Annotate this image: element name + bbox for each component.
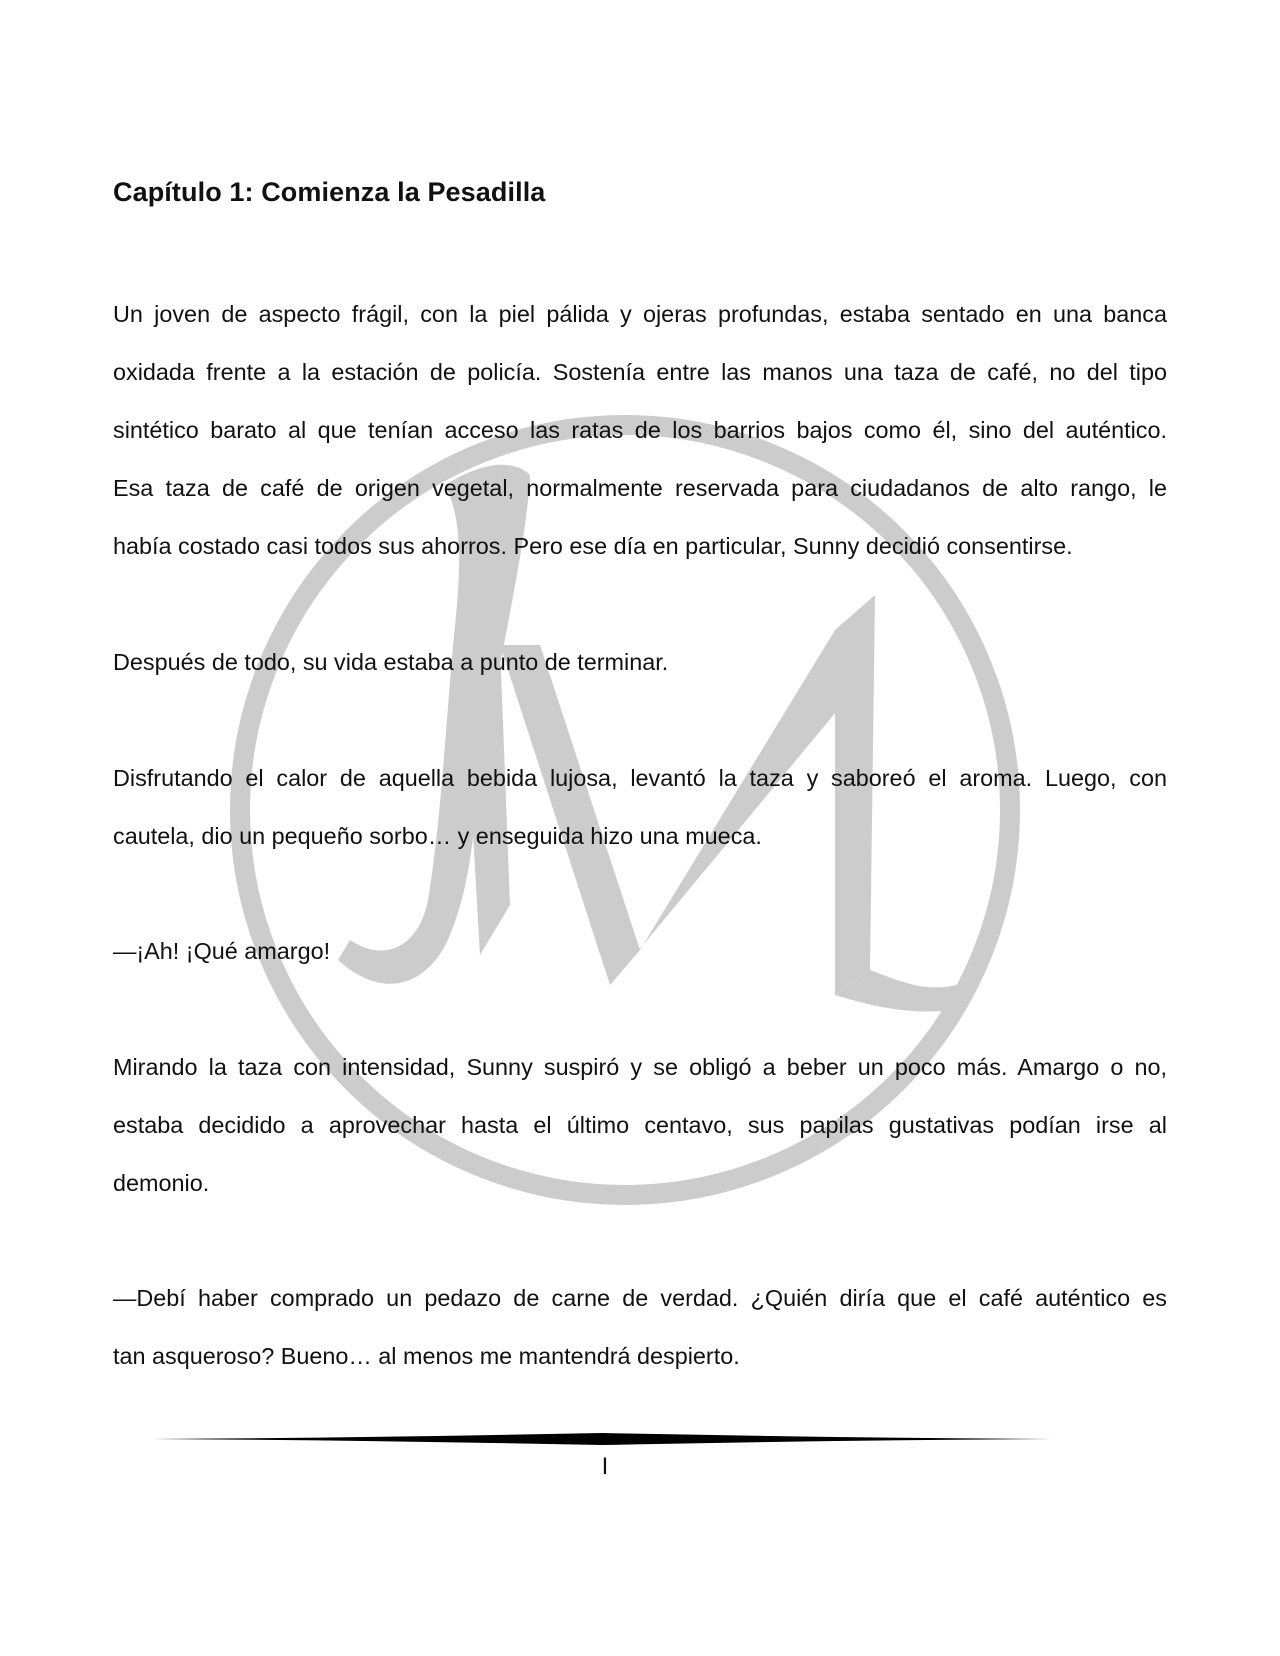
text-line: Esa taza de café de origen vegetal, normalmente reservada para ciudadanos de alto rango, le: [113, 475, 1167, 501]
text-line: cautela, dio un pequeño sorbo… y enseguida hizo una mueca.: [113, 823, 762, 849]
text-line: Después de todo, su vida estaba a punto de terminar.: [113, 649, 669, 675]
text-line: demonio.: [113, 1170, 210, 1196]
text-line: tan asqueroso? Bueno… al menos me mantendrá despierto.: [113, 1343, 740, 1369]
dialogue-paragraph: [113, 1269, 1167, 1385]
footer-divider: [152, 1432, 1052, 1446]
paragraph: [113, 633, 1167, 691]
text-line: estaba decidido a aprovechar hasta el último centavo, sus papilas gustativas podían irse al: [113, 1112, 1167, 1138]
text-line: oxidada frente a la estación de policía. Sostenía entre las manos una taza de café, no del tipo: [113, 359, 1167, 385]
paragraph: [113, 285, 1167, 575]
text-line: había costado casi todos sus ahorros. Pero ese día en particular, Sunny decidió consentirse.: [113, 533, 1073, 559]
chapter-title: Capítulo 1: Comienza la Pesadilla: [113, 177, 546, 207]
text-line: Mirando la taza con intensidad, Sunny suspiró y se obligó a beber un poco más. Amargo o no,: [113, 1054, 1167, 1080]
paragraph: [113, 1038, 1167, 1212]
text-line: —¡Ah! ¡Qué amargo!: [113, 938, 331, 964]
text-line: Disfrutando el calor de aquella bebida lujosa, levantó la taza y saboreó el aroma. Luego, con: [113, 765, 1167, 791]
page-number: I: [601, 1453, 609, 1480]
text-line: Un joven de aspecto frágil, con la piel pálida y ojeras profundas, estaba sentado en una banca: [113, 301, 1167, 327]
text-line: —Debí haber comprado un pedazo de carne de verdad. ¿Quién diría que el café auténtico es: [113, 1285, 1167, 1311]
dialogue-paragraph: [113, 922, 1167, 980]
paragraph: [113, 749, 1167, 865]
text-line: sintético barato al que tenían acceso las ratas de los barrios bajos como él, sino del auténtico.: [113, 417, 1167, 443]
